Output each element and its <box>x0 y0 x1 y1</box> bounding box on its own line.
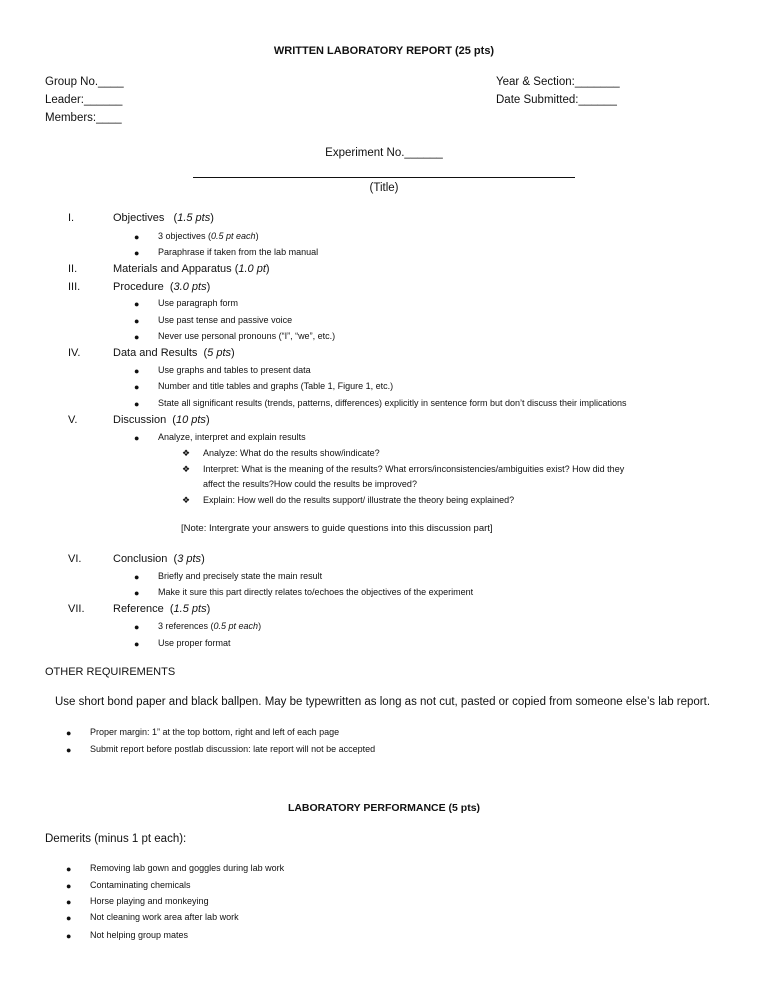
bullet-icon: ● <box>134 232 140 242</box>
list-item: Make it sure this part directly relates to/echoes the objectives of the experiment <box>158 587 474 597</box>
list-item: Analyze, interpret and explain results <box>158 432 306 442</box>
list-item: Not cleaning work area after lab work <box>90 912 239 922</box>
date-submitted-field: Date Submitted:______ <box>496 94 617 106</box>
list-item: Never use personal pronouns (“I”, “we”, etc.) <box>158 331 336 341</box>
leader-field: Leader:______ <box>45 94 123 106</box>
bullet-icon: ● <box>134 316 140 326</box>
bullet-icon: ● <box>66 881 72 891</box>
list-item: Contaminating chemicals <box>90 880 191 890</box>
experiment-no-field: Experiment No.______ <box>325 147 443 159</box>
list-item: Briefly and precisely state the main result <box>158 571 323 581</box>
bullet-icon: ● <box>134 572 140 582</box>
bullet-icon: ● <box>134 332 140 342</box>
bullet-icon: ● <box>66 897 72 907</box>
bullet-icon: ● <box>66 745 72 755</box>
bullet-icon: ● <box>66 913 72 923</box>
section-num: II. <box>68 263 78 275</box>
list-item: Analyze: What do the results show/indicate? <box>203 448 380 458</box>
section-num: VII. <box>68 603 85 615</box>
list-item: 3 references (0.5 pt each) <box>158 621 262 631</box>
diamond-bullet-icon: ❖ <box>182 495 191 505</box>
list-item: Use graphs and tables to present data <box>158 365 311 375</box>
section-discussion: Discussion (10 pts) <box>113 414 210 426</box>
members-field: Members:____ <box>45 112 122 124</box>
section-num: V. <box>68 414 78 426</box>
list-item: Submit report before postlab discussion: late report will not be accepted <box>90 744 376 754</box>
section-procedure: Procedure (3.0 pts) <box>113 281 211 293</box>
year-section-field: Year & Section:_______ <box>496 76 620 88</box>
list-item: Proper margin: 1” at the top bottom, right and left of each page <box>90 727 340 737</box>
section-num: III. <box>68 281 81 293</box>
list-item: Number and title tables and graphs (Table 1, Figure 1, etc.) <box>158 381 394 391</box>
section-objectives: Objectives (1.5 pts) <box>113 212 214 224</box>
bullet-icon: ● <box>134 248 140 258</box>
list-item: State all significant results (trends, patterns, differences) explicitly in sentence form but don’t discuss their implications <box>158 398 627 408</box>
list-item: Use past tense and passive voice <box>158 315 293 325</box>
other-requirements-heading: OTHER REQUIREMENTS <box>45 666 176 678</box>
discussion-note: [Note: Intergrate your answers to guide questions into this discussion part] <box>181 523 493 534</box>
group-no-field: Group No.____ <box>45 76 124 88</box>
bullet-icon: ● <box>134 433 140 443</box>
bullet-icon: ● <box>134 588 140 598</box>
performance-heading: LABORATORY PERFORMANCE (5 pts) <box>287 802 481 814</box>
bullet-icon: ● <box>134 399 140 409</box>
list-item: Use paragraph form <box>158 298 239 308</box>
demerits-label: Demerits (minus 1 pt each): <box>45 833 187 845</box>
bullet-icon: ● <box>134 622 140 632</box>
section-num: IV. <box>68 347 81 359</box>
bullet-icon: ● <box>134 366 140 376</box>
section-data-results: Data and Results (5 pts) <box>113 347 235 359</box>
list-item: Not helping group mates <box>90 930 189 940</box>
bullet-icon: ● <box>134 382 140 392</box>
section-num: I. <box>68 212 75 224</box>
list-item: Use proper format <box>158 638 231 648</box>
bullet-icon: ● <box>134 639 140 649</box>
bullet-icon: ● <box>66 728 72 738</box>
section-num: VI. <box>68 553 82 565</box>
list-item: 3 objectives (0.5 pt each) <box>158 231 259 241</box>
section-conclusion: Conclusion (3 pts) <box>113 553 205 565</box>
report-title: WRITTEN LABORATORY REPORT (25 pts) <box>273 45 495 57</box>
list-item: Horse playing and monkeying <box>90 896 209 906</box>
title-line <box>193 177 575 178</box>
section-materials: Materials and Apparatus (1.0 pt) <box>113 263 270 275</box>
bullet-icon: ● <box>66 864 72 874</box>
diamond-bullet-icon: ❖ <box>182 464 191 474</box>
section-reference: Reference (1.5 pts) <box>113 603 211 615</box>
bullet-icon: ● <box>134 299 140 309</box>
bullet-icon: ● <box>66 931 72 941</box>
list-item: Interpret: What is the meaning of the results? What errors/inconsistencies/ambiguities exist? How did they <box>203 464 625 474</box>
title-caption: (Title) <box>369 182 399 194</box>
other-requirements-paragraph: Use short bond paper and black ballpen. May be typewritten as long as not cut, pasted or copied from someone else’s lab report. <box>55 696 711 708</box>
list-item: Explain: How well do the results support/ illustrate the theory being explained? <box>203 495 515 505</box>
list-item: Removing lab gown and goggles during lab work <box>90 863 285 873</box>
list-item: Paraphrase if taken from the lab manual <box>158 247 319 257</box>
list-item-continuation: affect the results?How could the results be improved? <box>203 479 417 489</box>
diamond-bullet-icon: ❖ <box>182 448 191 458</box>
